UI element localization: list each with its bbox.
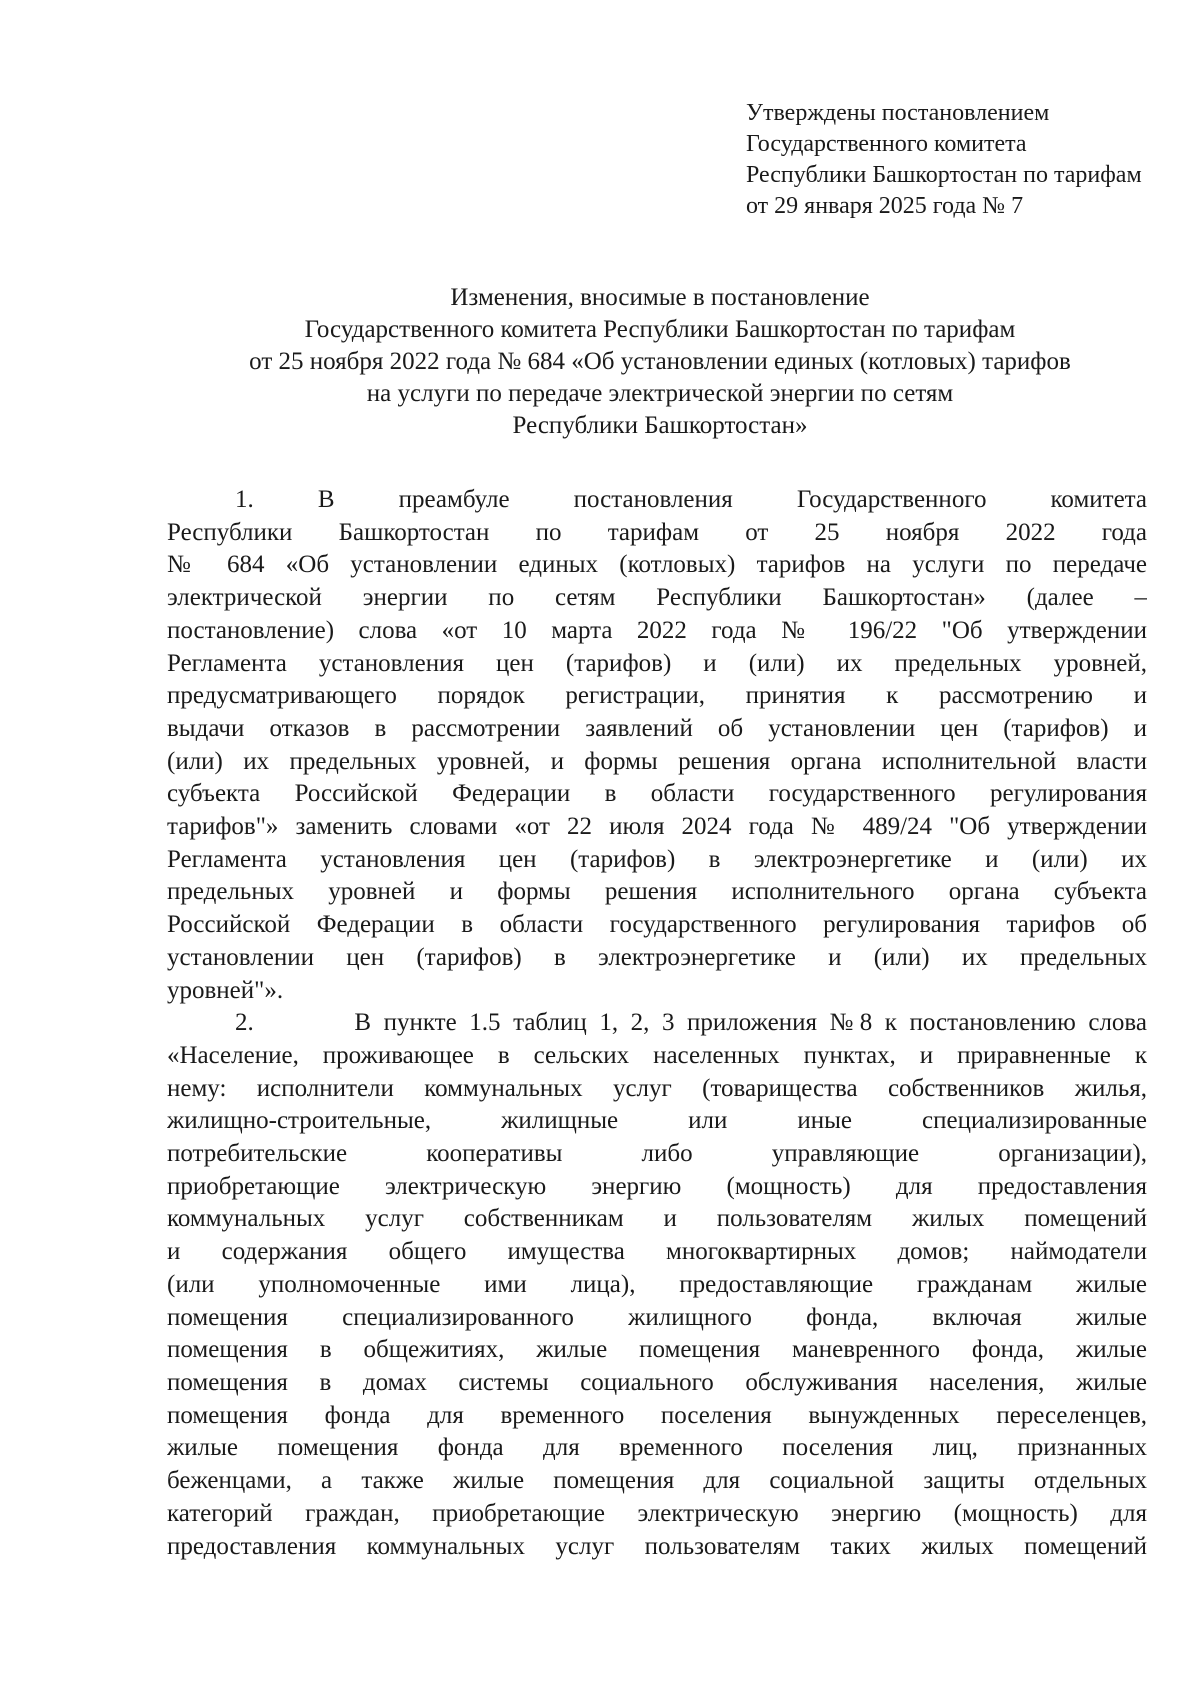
text-line: уровней"». (167, 976, 284, 1004)
text-line: установлении цен (тарифов) в электроэнергетике и (или) их предельных (167, 943, 1147, 971)
text-line: выдачи отказов в рассмотрении заявлений об установлении цен (тарифов) и (167, 714, 1147, 742)
text-line: (или) их предельных уровней, и формы решения органа исполнительной власти (167, 747, 1147, 775)
approval-line: Утверждены постановлением (746, 100, 1050, 126)
approval-line: Государственного комитета (746, 131, 1027, 157)
text-line: Регламента установления цен (тарифов) в электроэнергетике и (или) их (167, 845, 1147, 873)
text-line: предельных уровней и формы решения исполнительного органа субъекта (167, 878, 1147, 906)
text-line: помещения в домах системы социального обслуживания населения, жилые (167, 1368, 1147, 1396)
text-line: 2. В пункте 1.5 таблиц 1, 2, 3 приложения №8 к постановлению слова (235, 1009, 1147, 1037)
text-line: помещения в общежитиях, жилые помещения маневренного фонда, жилые (167, 1336, 1147, 1364)
title-line: от 25 ноября 2022 года № 684 «Об установлении единых (котловых) тарифов (249, 348, 1071, 375)
text-line: нему: исполнители коммунальных услуг (товарищества собственников жилья, (167, 1074, 1147, 1102)
title-line: Изменения, вносимые в постановление (450, 284, 870, 311)
text-line: приобретающие электрическую энергию (мощность) для предоставления (167, 1172, 1147, 1200)
text-line: потребительские кооперативы либо управляющие организации), (167, 1140, 1147, 1168)
text-line: № 684 «Об установлении единых (котловых) тарифов на услуги по передаче (167, 551, 1147, 579)
approval-stamp (746, 98, 1166, 222)
text-line: и содержания общего имущества многоквартирных домов; наймодатели (167, 1238, 1147, 1266)
document-body (167, 484, 1147, 1563)
text-line: Регламента установления цен (тарифов) и (или) их предельных уровней, (167, 649, 1147, 677)
paragraph-1 (167, 484, 1147, 1007)
text-line: (или уполномоченные ими лица), предоставляющие гражданам жилые (167, 1270, 1147, 1298)
text-line: помещения фонда для временного поселения вынужденных переселенцев, (167, 1401, 1147, 1429)
text-line: предоставления коммунальных услуг пользователям таких жилых помещений (167, 1532, 1147, 1560)
text-line: тарифов"» заменить словами «от 22 июля 2024 года № 489/24 "Об утверждении (167, 813, 1147, 841)
text-line: коммунальных услуг собственникам и пользователям жилых помещений (167, 1205, 1147, 1233)
text-line: предусматривающего порядок регистрации, принятия к рассмотрению и (167, 682, 1147, 710)
text-line: электрической энергии по сетям Республики Башкортостан» (далее – (167, 584, 1147, 612)
paragraph-2 (167, 1007, 1147, 1563)
document-title (140, 282, 1180, 442)
text-line: жилищно-строительные, жилищные или иные специализированные (167, 1107, 1147, 1135)
text-line: категорий граждан, приобретающие электрическую энергию (мощность) для (167, 1499, 1147, 1527)
text-line: помещения специализированного жилищного фонда, включая жилые (167, 1303, 1147, 1331)
text-line: жилые помещения фонда для временного поселения лиц, признанных (167, 1434, 1147, 1462)
text-line: субъекта Российской Федерации в области государственного регулирования (167, 780, 1147, 808)
text-line: Республики Башкортостан по тарифам от 25 ноября 2022 года (167, 518, 1147, 546)
text-line: беженцами, а также жилые помещения для социальной защиты отдельных (167, 1467, 1147, 1495)
title-line: Республики Башкортостан» (512, 412, 808, 439)
title-line: на услуги по передаче электрической энергии по сетям (366, 380, 954, 407)
approval-line: от 29 января 2025 года № 7 (746, 193, 1024, 219)
text-line: постановление) слова «от 10 марта 2022 года № 196/22 "Об утверждении (167, 616, 1147, 644)
text-line: «Население, проживающее в сельских населенных пунктах, и приравненные к (167, 1041, 1147, 1069)
text-line: Российской Федерации в области государственного регулирования тарифов об (167, 911, 1147, 939)
approval-line: Республики Башкортостан по тарифам (746, 162, 1142, 188)
text-line: 1. В преамбуле постановления Государственного комитета (235, 486, 1147, 513)
title-line: Государственного комитета Республики Башкортостан по тарифам (304, 316, 1016, 343)
